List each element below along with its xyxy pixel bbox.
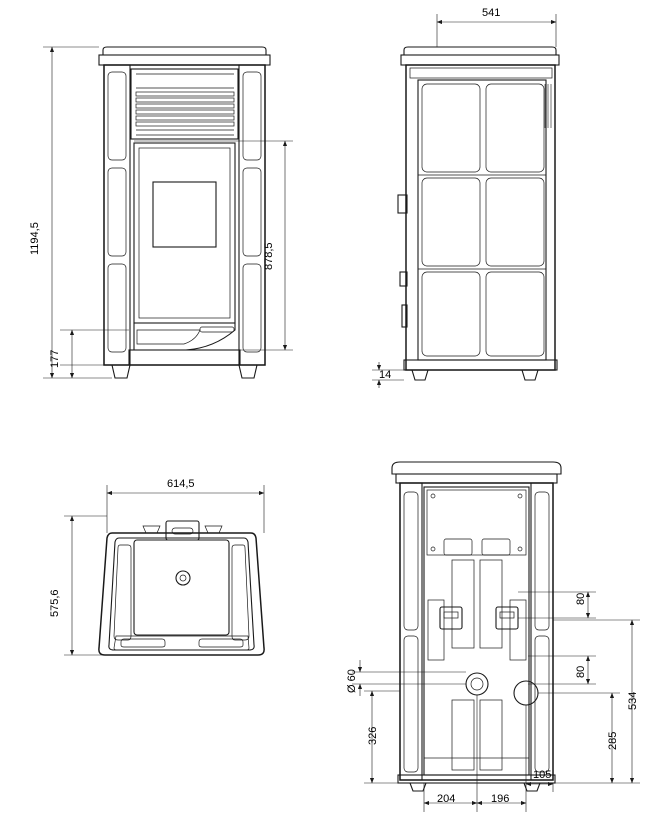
dim-rear-offset-80-upper: 80 — [575, 592, 587, 605]
dim-rear-105: 105 — [533, 769, 552, 781]
dim-front-total-height: 1194,5 — [29, 222, 41, 255]
dim-rear-204: 204 — [437, 793, 456, 805]
dim-rear-285: 285 — [607, 731, 619, 750]
side-view-geometry — [372, 14, 559, 388]
dim-flue-diameter: Ø 60 — [346, 669, 358, 693]
rear-view-geometry — [352, 462, 640, 812]
dim-side-width: 541 — [482, 7, 501, 19]
dim-rear-offset-80-lower: 80 — [575, 665, 587, 678]
front-view-geometry — [43, 47, 293, 378]
dim-front-base-height: 177 — [49, 349, 61, 368]
dim-top-depth: 575,6 — [49, 589, 61, 617]
top-view-geometry — [64, 485, 264, 655]
dim-front-upper-height: 878,5 — [263, 242, 275, 270]
dim-rear-326: 326 — [367, 726, 379, 745]
dim-rear-196: 196 — [491, 793, 510, 805]
dim-rear-534: 534 — [627, 691, 639, 710]
dim-side-base: 14 — [379, 369, 392, 381]
dim-top-width: 614,5 — [167, 478, 195, 490]
